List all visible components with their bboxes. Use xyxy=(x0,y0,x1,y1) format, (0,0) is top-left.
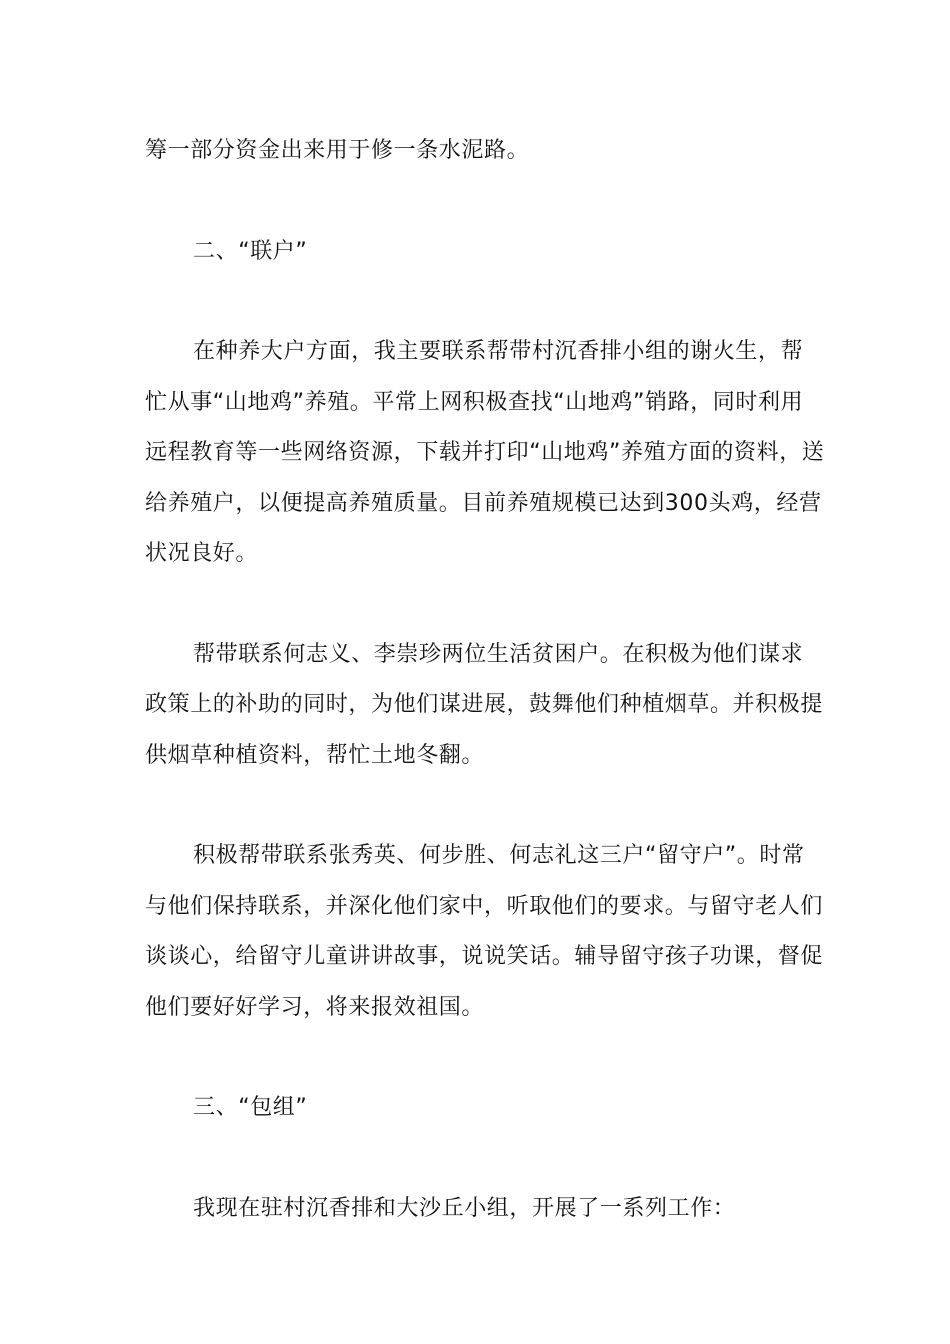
paragraph-continuation: 筹一部分资金出来用于修一条水泥路。 xyxy=(145,138,530,163)
paragraph-planting-breeding: 在种养大户方面，我主要联系帮带村沉香排小组的谢火生，帮忙从事“山地鸡”养殖。平常上网积极查找“山地鸡”销路，同时利用远程教育等一些网络资源，下载并打印“山地鸡”养殖方面的资料，送给养殖户，以便提高养殖质量。目前养殖规模已达到300头鸡，经营状况良好。 xyxy=(145,339,825,566)
section-heading-baozu: 三、“包组” xyxy=(193,1095,308,1120)
paragraph-village-groups: 我现在驻村沉香排和大沙丘小组，开展了一系列工作： xyxy=(193,1195,736,1221)
section-heading-lianhu: 二、“联户” xyxy=(193,238,308,264)
document-body xyxy=(145,126,825,1234)
paragraph-poor-households: 帮带联系何志义、李崇珍两位生活贫困户。在积极为他们谋求政策上的补助的同时，为他们谋进展，鼓舞他们种植烟草。并积极提供烟草种植资料，帮忙土地冬翻。 xyxy=(145,641,824,768)
paragraph-left-behind-households: 积极帮带联系张秀英、何步胜、何志礼这三户“留守户”。时常与他们保持联系，并深化他们家中，听取他们的要求。与留守老人们谈谈心，给留守儿童讲讲故事，说说笑话。辅导留守孩子功课，督促他们要好好学习，将来报效祖国。 xyxy=(145,843,824,1020)
